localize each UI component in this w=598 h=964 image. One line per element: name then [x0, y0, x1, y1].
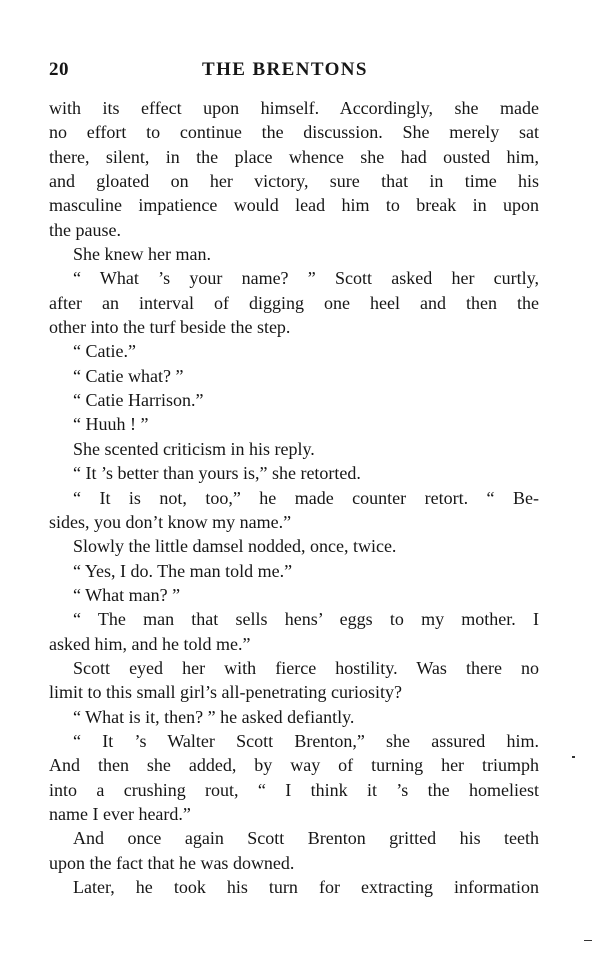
text-line: “ The man that sells hens’ eggs to my mother. I	[73, 609, 539, 630]
text-line: other into the turf beside the step.	[49, 317, 291, 338]
page-number: 20	[49, 59, 69, 80]
text-line: “ What man? ”	[73, 584, 181, 605]
scan-speck	[572, 756, 575, 758]
text-line: with its effect upon himself. Accordingly, she made	[49, 98, 539, 118]
text-line: and gloated on her victory, sure that in time his	[49, 171, 539, 192]
text-line: “ Catie Harrison.”	[73, 390, 204, 411]
text-line: She scented criticism in his reply.	[73, 438, 315, 459]
text-line: limit to this small girl’s all-penetrating curiosity?	[49, 682, 402, 703]
text-line: upon the fact that he was downed.	[49, 852, 295, 873]
text-line: masculine impatience would lead him to break in upon	[49, 195, 539, 216]
text-line: Later, he took his turn for extracting information	[73, 877, 539, 897]
text-line: And once again Scott Brenton gritted his teeth	[73, 828, 539, 849]
text-line: “ Yes, I do. The man told me.”	[73, 560, 293, 581]
text-line: Scott eyed her with fierce hostility. Was there no	[73, 657, 539, 678]
text-line: sides, you don’t know my name.”	[49, 511, 292, 532]
text-line: “ Catie what? ”	[73, 365, 184, 386]
text-line: name I ever heard.”	[49, 803, 191, 824]
text-line: “ It ’s Walter Scott Brenton,” she assured him.	[73, 730, 539, 751]
text-line: after an interval of digging one heel and then the	[49, 292, 539, 313]
text-line: “ What ’s your name? ” Scott asked her curtly,	[73, 268, 539, 289]
text-line: Slowly the little damsel nodded, once, twice.	[73, 536, 397, 557]
running-head: THE BRENTONS	[202, 59, 368, 80]
scan-speck	[584, 940, 592, 941]
text-line: “ It is not, too,” he made counter retort. “ Be-	[73, 487, 539, 508]
body-text	[49, 96, 539, 899]
text-line: “ Catie.”	[73, 341, 136, 362]
text-line: And then she added, by way of turning her triumph	[49, 755, 539, 776]
text-line: the pause.	[49, 219, 121, 240]
text-line: “ Huuh ! ”	[73, 414, 149, 435]
page-header	[49, 59, 539, 83]
text-line: asked him, and he told me.”	[49, 633, 251, 654]
text-line: “ It ’s better than yours is,” she retorted.	[73, 463, 361, 484]
text-line: into a crushing rout, “ I think it ’s the homeliest	[49, 779, 539, 800]
text-line: She knew her man.	[73, 244, 211, 265]
text-line: there, silent, in the place whence she had ousted him,	[49, 146, 539, 167]
text-line: “ What is it, then? ” he asked defiantly.	[73, 706, 355, 727]
text-line: no effort to continue the discussion. She merely sat	[49, 122, 539, 143]
